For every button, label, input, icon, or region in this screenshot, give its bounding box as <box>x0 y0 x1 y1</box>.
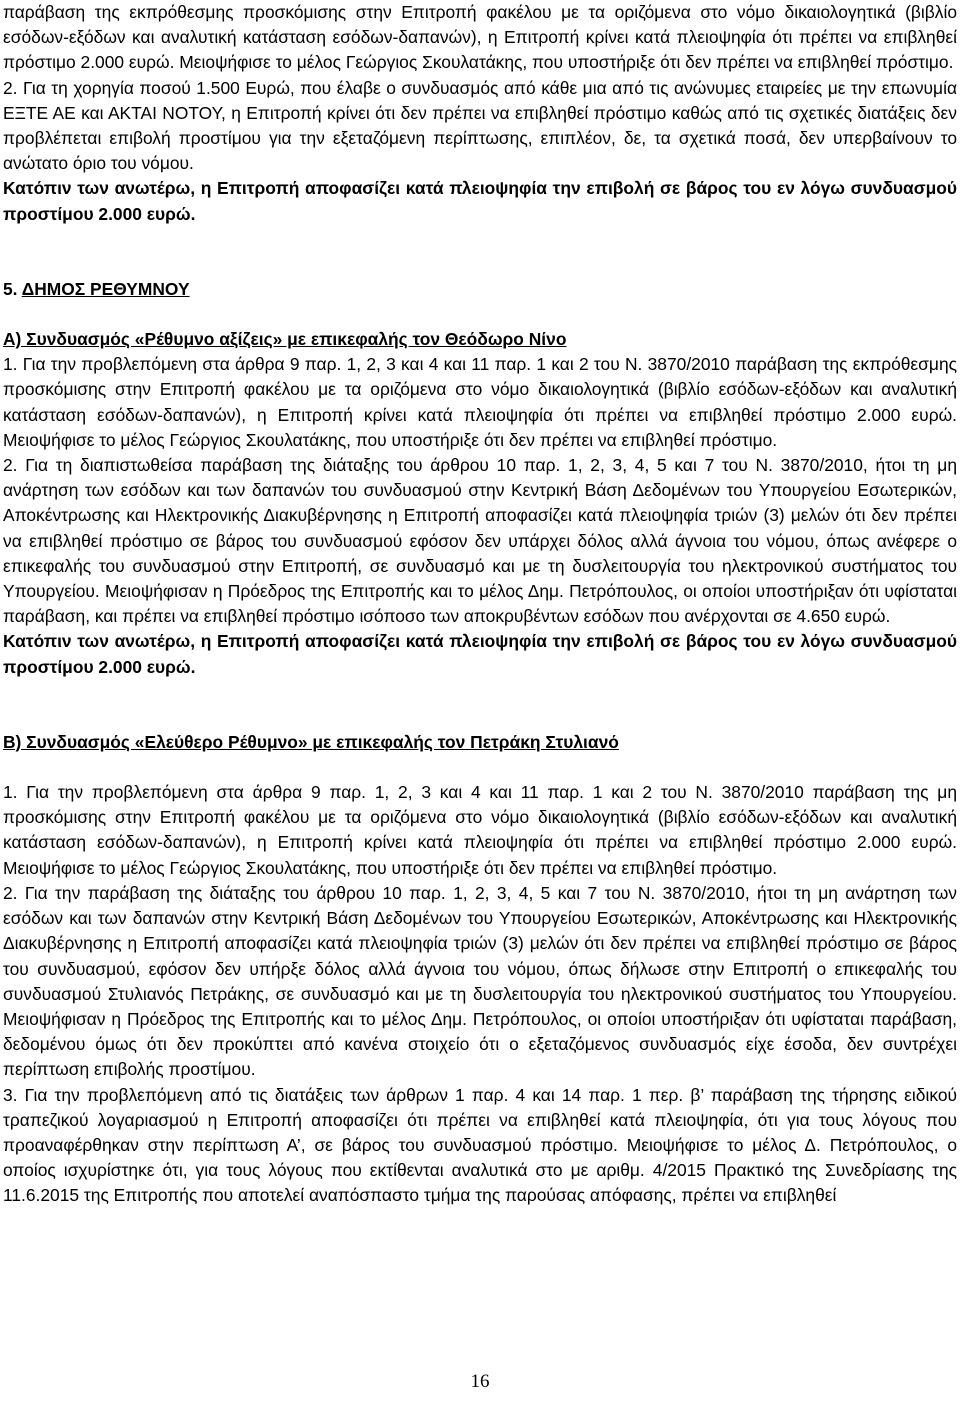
paragraph: 1. Για την προβλεπόμενη στα άρθρα 9 παρ. 1, 2, 3 και 4 και 11 παρ. 1 και 2 του Ν. 3870/2010 παράβαση της μη προσκόμισης στην Επιτροπή φακέλου με τα οριζόμενα στο νόμο δικαιολογητικά (βιβλίο εσόδων-εξόδων και αναλυτική κατάσταση εσόδων-δαπανών), η Επιτροπή κρίνει κατά πλειοψηφία ότι πρέπει να επιβληθεί πρόστιμο 2.000 ευρώ. Μειοψήφισε το μέλος Γεώργιος Σκουλατάκης, που υποστήριξε ότι δεν πρέπει να επιβληθεί πρόστιμο. <box>3 782 957 878</box>
spacer <box>3 755 957 780</box>
paragraph: 2. Για την παράβαση της διάταξης του άρθρου 10 παρ. 1, 2, 3, 4, 5 και 7 του Ν. 3870/2010, ήτοι τη μη ανάρτηση των εσόδων και των δαπανών στην Κεντρική Βάση Δεδομένων του Υπουργείου Εσωτερικών, Αποκέντρωσης και Ηλεκτρονικής Διακυβέρνησης η Επιτροπή αποφασίζει κατά πλειοψηφία τριών (3) μελών ότι δεν πρέπει να επιβληθεί πρόστιμο σε βάρος του συνδυασμού, εφόσον δεν υπήρξε δόλος αλλά άγνοια του νόμου, όπως δήλωσε στην Επιτροπή ο επικεφαλής του συνδυασμού Στυλιανός Πετράκης, σε συνδυασμό και με τη δυσλειτουργία του ηλεκτρονικού συστήματος του Υπουργείου. Μειοψήφισαν η Πρόεδρος της Επιτροπής και το μέλος Δημ. Πετρόπουλος, οι οποίοι υποστήριξαν ότι υφίσταται παράβαση, δεδομένου όμως ότι δεν προκύπτει από κανένα στοιχείο ότι ο εξεταζόμενος συνδυασμός είχε έσοδα, δεν συντρέχει περίπτωση επιβολής προστίμου. <box>3 882 957 1080</box>
paragraph: 3. Για την προβλεπόμενη από τις διατάξεις των άρθρων 1 παρ. 4 και 14 παρ. 1 περ. β’ παράβαση της τήρησης ειδικού τραπεζικού λογαριασμού η Επιτροπή αποφασίζει ότι πρέπει να επιβληθεί κατά πλειοψηφία, ότι για τους λόγους που προαναφέρθηκαν στην περίπτωση Α’, σε βάρος του συνδυασμού πρόστιμο. Μειοψήφισε το μέλος Δ. Πετρόπουλος, ο οποίος ισχυρίστηκε ότι, για τους λόγους που εκτίθενται αναλυτικά στο με αριθμ. 4/2015 Πρακτικό της Συνεδρίασης της 11.6.2015 της Επιτροπής που αποτελεί αναπόσπαστο τμήμα της παρούσας απόφασης, πρέπει να επιβληθεί <box>3 1084 957 1206</box>
section-heading <box>3 277 957 302</box>
page-number: 16 <box>470 1371 490 1392</box>
subsection-title: Α) Συνδυασμός «Ρέθυμνο αξίζεις» με επικεφαλής τον Θεόδωρο Νίνο <box>3 329 567 350</box>
paragraph: 2. Για τη χορηγία ποσού 1.500 Ευρώ, που έλαβε ο συνδυασμός από κάθε μια από τις ανώνυμες εταιρείες με την επωνυμία ΕΞΤΕ ΑΕ και ΑΚΤΑΙ ΝΟΤΟΥ, η Επιτροπή κρίνει ότι δεν πρέπει να επιβληθεί πρόστιμο καθώς από τις σχετικές διατάξεις δεν προβλέπεται επιβολή προστίμου για την εξεταζόμενη περίπτωσης, επιπλέον, δε, τα σχετικά ποσά, δεν υπερβαίνουν το ανώτατο όριο του νόμου. <box>3 77 957 174</box>
paragraph: παράβαση της εκπρόθεσμης προσκόμισης στην Επιτροπή φακέλου με τα οριζόμενα στο νόμο δικαιολογητικά (βιβλίο εσόδων-εξόδων και αναλυτική κατάσταση εσόδων-δαπανών), η Επιτροπή κρίνει κατά πλειοψηφία ότι πρέπει να επιβληθεί πρόστιμο 2.000 ευρώ. Μειοψήφισε το μέλος Γεώργιος Σκουλατάκης, που υποστήριξε ότι δεν πρέπει να επιβληθεί πρόστιμο. <box>3 2 957 73</box>
paragraph: 1. Για την προβλεπόμενη στα άρθρα 9 παρ. 1, 2, 3 και 4 και 11 παρ. 1 και 2 του Ν. 3870/2010 παράβαση της εκπρόθεσμης προσκόμισης στην Επιτροπή φακέλου με τα οριζόμενα στο νόμο δικαιολογητικά (βιβλίο εσόδων-εξόδων και αναλυτική κατάσταση εσόδων-δαπανών), η Επιτροπή κρίνει κατά πλειοψηφία ότι πρέπει να επιβληθεί πρόστιμο 2.000 ευρώ. Μειοψήφισε το μέλος Γεώργιος Σκουλατάκης, που υποστήριξε ότι δεν πρέπει να επιβληθεί πρόστιμο. <box>3 354 957 450</box>
section-title: ΔΗΜΟΣ ΡΕΘΥΜΝΟΥ <box>21 278 190 299</box>
spacer <box>3 227 957 277</box>
subsection-title: Β) Συνδυασμός «Ελεύθερο Ρέθυμνο» με επικεφαλής τον Πετράκη Στυλιανό <box>3 731 619 752</box>
document-page <box>3 0 957 1401</box>
conclusion-paragraph: Κατόπιν των ανωτέρω, η Επιτροπή αποφασίζει κατά πλειοψηφία την επιβολή σε βάρος του εν λόγω συνδυασμού προστίμου 2.000 ευρώ. <box>3 631 957 677</box>
paragraph: 2. Για τη διαπιστωθείσα παράβαση της διάταξης του άρθρου 10 παρ. 1, 2, 3, 4, 5 και 7 του Ν. 3870/2010, ήτοι τη μη ανάρτηση των εσόδων και των δαπανών του συνδυασμού στην Κεντρική Βάση Δεδομένων του Υπουργείου Εσωτερικών, Αποκέντρωσης και Ηλεκτρονικής Διακυβέρνησης η Επιτροπή αποφασίζει κατά πλειοψηφία τριών (3) μελών ότι δεν πρέπει να επιβληθεί πρόστιμο σε βάρος του συνδυασμού εφόσον δεν υπάρχει δόλος αλλά άγνοια του νόμου, όπως ανέφερε ο επικεφαλής του συνδυασμού στην Επιτροπή, σε συνδυασμό και με τη δυσλειτουργία του ηλεκτρονικού συστήματος του Υπουργείου. Μειοψήφισαν η Πρόεδρος της Επιτροπής και το μέλος Δημ. Πετρόπουλος, οι οποίοι υποστήριξαν ότι υφίσταται παράβαση, και πρέπει να επιβληθεί πρόστιμο ισόποσο των αποκρυβέντων εσόδων που ανέρχονται σε 4.650 ευρώ. <box>3 455 957 627</box>
conclusion-paragraph: Κατόπιν των ανωτέρω, η Επιτροπή αποφασίζει κατά πλειοψηφία την επιβολή σε βάρος του εν λόγω συνδυασμού προστίμου 2.000 ευρώ. <box>3 178 957 224</box>
spacer <box>3 680 957 730</box>
section-number: 5. <box>3 278 18 299</box>
spacer <box>3 302 957 327</box>
